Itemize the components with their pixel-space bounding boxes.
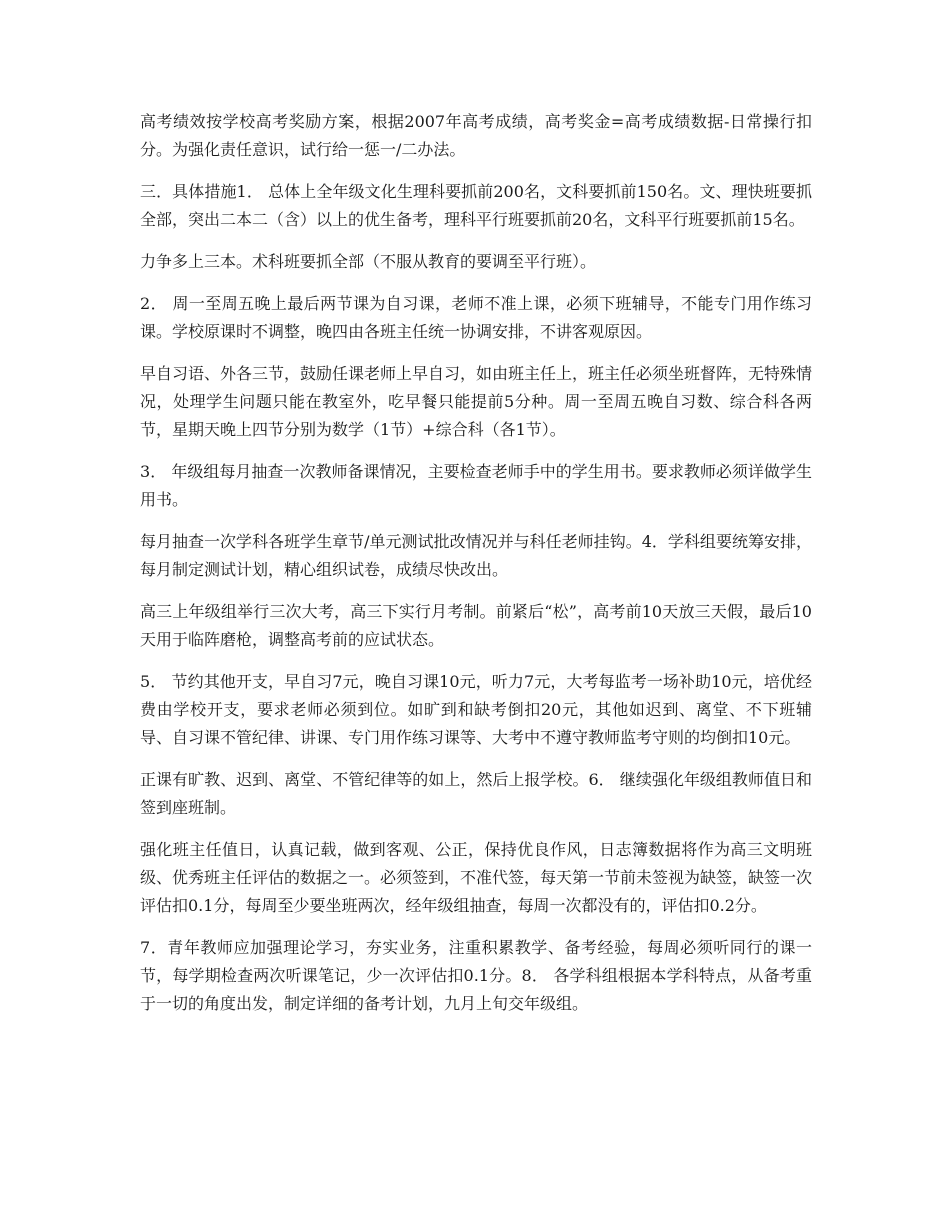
paragraph: 每月抽查一次学科各班学生章节/单元测试批改情况并与科任老师挂钩。4．学科组要统筹安排，每月制定测试计划，精心组织试卷，成绩尽快改出。 [140,532,812,579]
paragraph: 高考绩效按学校高考奖励方案，根据2007年高考成绩，高考奖金=高考成绩数据-日常操行扣分。为强化责任意识，试行给一惩一/二办法。 [140,112,812,159]
paragraph: 力争多上三本。术科班要抓全部（不服从教育的要调至平行班）。 [140,252,597,271]
paragraph: 强化班主任值日，认真记载，做到客观、公正，保持优良作风，日志簿数据将作为高三文明班级、优秀班主任评估的数据之一。必须签到，不准代签，每天第一节前未签视为缺签，缺签一次评估扣0.1分，每周至少要坐班两次，经年级组抽查，每周一次都没有的，评估扣0.2分。 [140,840,813,915]
paragraph: 3． 年级组每月抽查一次教师备课情况，主要检查老师手中的学生用书。要求教师必须详做学生用书。 [140,462,812,509]
paragraph: 高三上年级组举行三次大考，高三下实行月考制。前紧后“松”，高考前10天放三天假，最后10天用于临阵磨枪，调整高考前的应试状态。 [140,602,812,649]
paragraph: 5． 节约其他开支，早自习7元，晚自习课10元，听力7元，大考每监考一场补助10元，培优经费由学校开支，要求老师必须到位。如旷到和缺考倒扣20元，其他如迟到、离堂、不下班辅导、自习课不管纪律、讲课、专门用作练习课等、大考中不遵守教师监考守则的均倒扣10元。 [140,672,812,747]
paragraph: 三．具体措施1． 总体上全年级文化生理科要抓前200名，文科要抓前150名。文、理快班要抓全部，突出二本二（含）以上的优生备考，理科平行班要抓前20名，文科平行班要抓前15名。 [140,182,812,229]
paragraph: 早自习语、外各三节，鼓励任课老师上早自习，如由班主任上，班主任必须坐班督阵，无特殊情况，处理学生问题只能在教室外，吃早餐只能提前5分种。周一至周五晚自习数、综合科各两节，星期天晚上四节分别为数学（1节）+综合科（各1节）。 [140,364,813,439]
paragraph: 7．青年教师应加强理论学习，夯实业务，注重积累教学、备考经验，每周必须听同行的课一节，每学期检查两次听课笔记，少一次评估扣0.1分。8． 各学科组根据本学科特点，从备考重于一切的角度出发，制定详细的备考计划，九月上旬交年级组。 [140,938,812,1013]
paragraph: 2． 周一至周五晚上最后两节课为自习课，老师不准上课，必须下班辅导，不能专门用作练习课。学校原课时不调整，晚四由各班主任统一协调安排，不讲客观原因。 [140,294,812,341]
document-body [140,108,812,1032]
paragraph: 正课有旷教、迟到、离堂、不管纪律等的如上，然后上报学校。6． 继续强化年级组教师值日和签到座班制。 [140,770,812,817]
